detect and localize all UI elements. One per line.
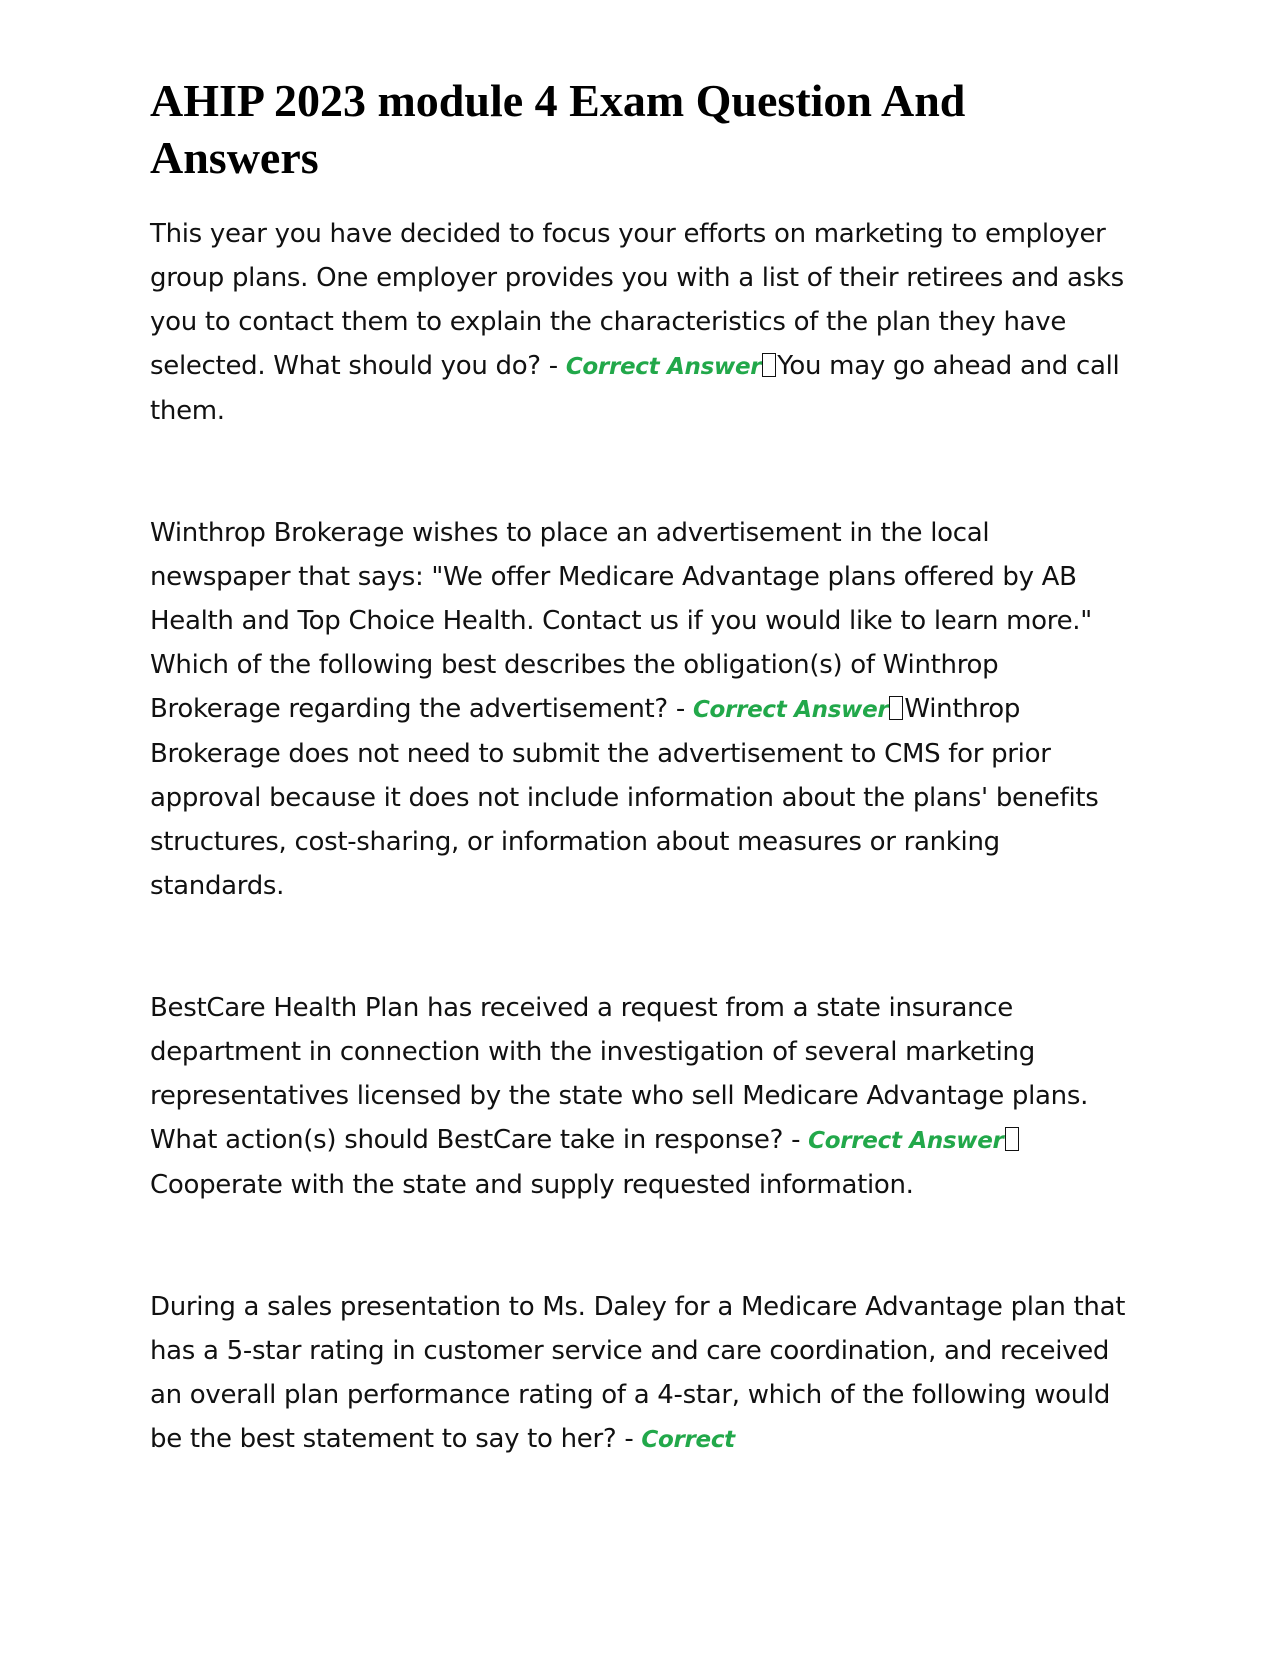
correct-answer-tag: Correct Answer	[565, 354, 762, 380]
correct-answer-tag: Correct Answer	[692, 697, 889, 723]
question-text: During a sales presentation to Ms. Daley for a Medicare Advantage plan that has a 5-star rating in customer service and care coordination, and received an overall plan performance rating of a 4-star, which of the following would be the best statement to say to her?	[150, 1292, 1126, 1454]
qa-item-1	[150, 212, 1130, 433]
document-title: AHIP 2023 module 4 Exam Question And Answers	[150, 75, 966, 183]
qa-item-4	[150, 1285, 1130, 1462]
qa-item-3	[150, 986, 1130, 1207]
separator: -	[783, 1125, 809, 1155]
question-text: This year you have decided to focus your efforts on marketing to employer group plans. One employer provides you with a list of their retirees and asks you to contact them to explain the characteristics of the plan they have selected. What should you do?	[150, 219, 1124, 381]
question-text: BestCare Health Plan has received a request from a state insurance department in connection with the investigation of several marketing representatives licensed by the state who sell Medicare Advantage plans. What action(s) should BestCare take in response?	[150, 993, 1089, 1155]
missing-glyph-icon	[1005, 1127, 1019, 1151]
separator: -	[667, 694, 693, 724]
separator: -	[540, 351, 566, 381]
qa-item-2	[150, 511, 1130, 908]
correct-answer-tag: Correct Answer	[808, 1128, 1004, 1154]
question-text: Winthrop Brokerage wishes to place an advertisement in the local newspaper that says: "We offer Medicare Advantage plans offered by AB Health and Top Choice Health. Contact us if you would like to learn more." Which of the following best describes the obligation(s) of Winthrop Brokerage regarding the advertisement?	[150, 518, 1092, 724]
answer-text: Winthrop Brokerage does not need to submit the advertisement to CMS for prior approval because it does not include information about the plans' benefits structures, cost-sharing, or information about measures or ranking standards.	[150, 694, 1099, 901]
separator: -	[616, 1424, 642, 1454]
missing-glyph-icon	[762, 353, 776, 377]
missing-glyph-icon	[889, 696, 903, 720]
document-page	[150, 72, 1130, 1540]
correct-answer-tag: Correct	[641, 1427, 735, 1453]
answer-text: You may go ahead and call them.	[150, 351, 1120, 426]
answer-text: Cooperate with the state and supply requested information.	[150, 1170, 914, 1200]
